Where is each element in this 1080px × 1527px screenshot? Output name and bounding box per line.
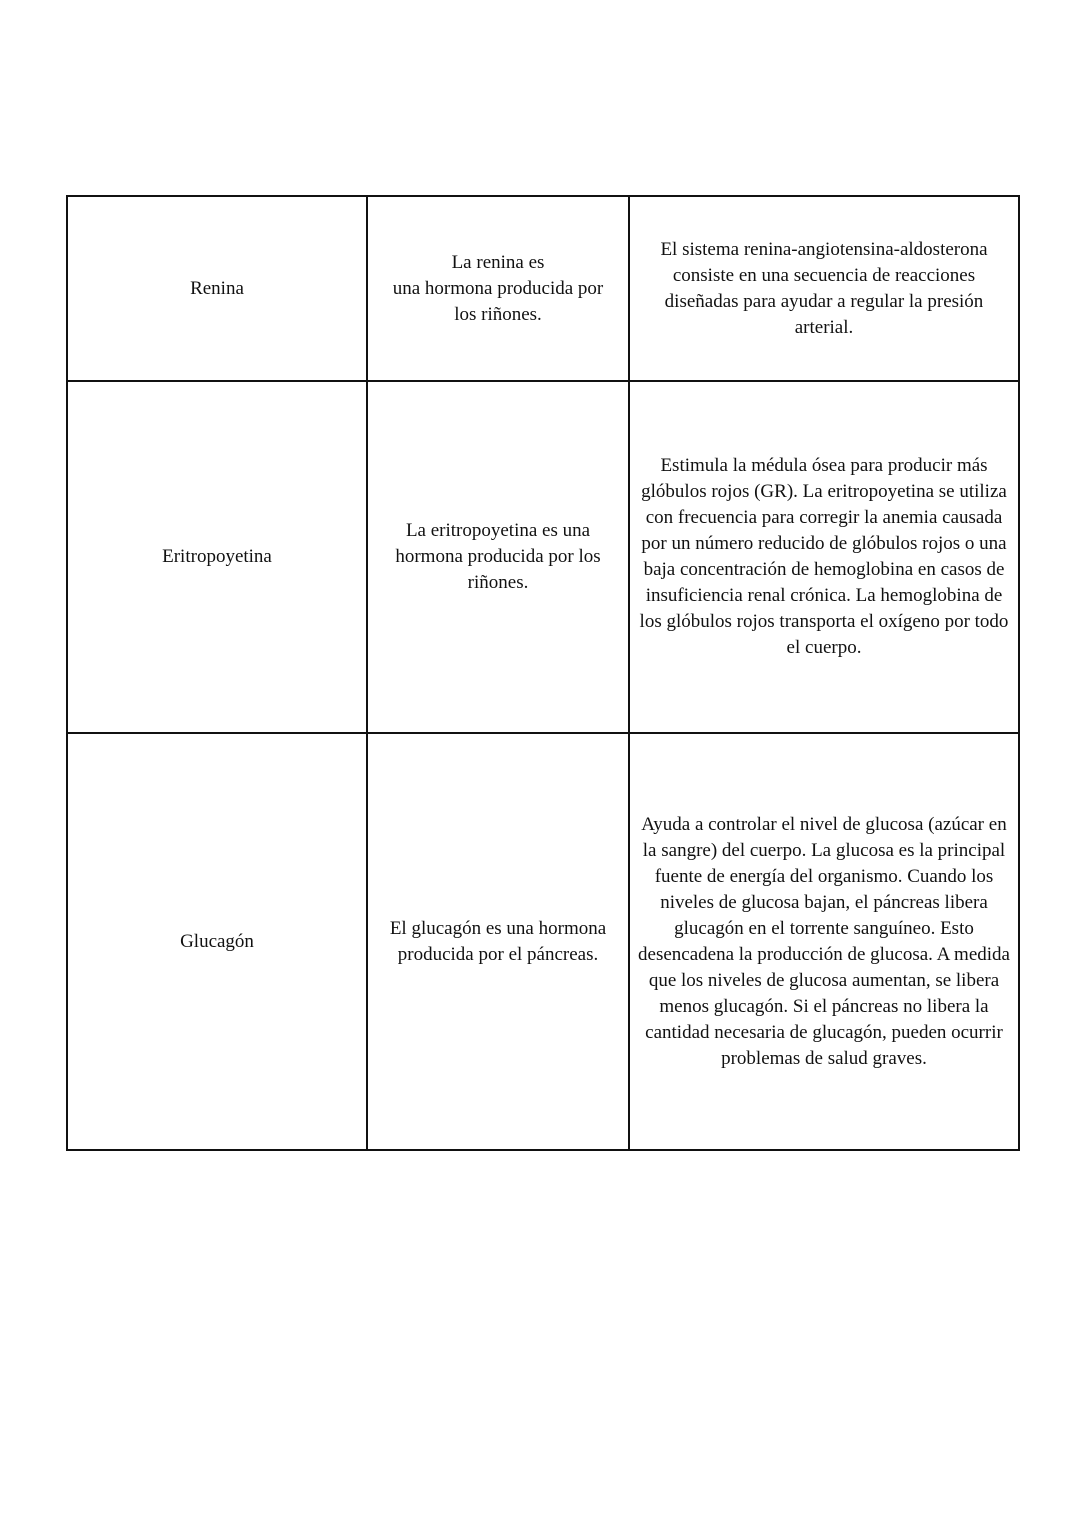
hormone-name: Renina [190,277,244,299]
definition-line: los riñones. [454,303,542,325]
hormone-definition: La eritropoyetina es una hormona producida por los riñones. [395,520,601,593]
hormone-name: Eritropoyetina [162,546,272,567]
definition-line: La renina es [451,251,545,273]
hormone-definition-cell [367,196,629,381]
hormone-name: Glucagón [180,930,254,952]
table-row-renina [67,196,1019,381]
hormone-description: El sistema renina-angiotensina-aldosterona consiste en una secuencia de reacciones diseñadas para ayudar a regular la presión arterial. [660,238,988,338]
hormone-description-cell [629,733,1019,1150]
table-row-eritropoyetina [67,381,1019,733]
hormones-table [66,195,1020,1151]
hormone-name-cell [67,381,367,733]
hormone-description-cell [629,381,1019,733]
hormone-definition-cell [367,733,629,1150]
hormone-description-cell [629,196,1019,381]
hormone-name-cell [67,733,367,1150]
hormone-name-cell [67,196,367,381]
hormone-definition-cell [367,381,629,733]
definition-line: una hormona producida por [392,277,604,299]
table-row-glucagon [67,733,1019,1150]
hormone-definition [374,250,622,328]
hormone-description: Ayuda a controlar el nivel de glucosa (azúcar en la sangre) del cuerpo. La glucosa es la principal fuente de energía del organismo. Cuando los niveles de glucosa bajan, el páncreas libera glucagón en el torrente sanguíneo. Esto desencadena la producción de glucosa. A medida que los niveles de glucosa aumentan, se libera menos glucagón. Si el páncreas no libera la cantidad necesaria de glucagón, pueden ocurrir problemas de salud graves. [638,813,1010,1069]
hormone-description: Estimula la médula ósea para producir más glóbulos rojos (GR). La eritropoyetina se utiliza con frecuencia para corregir la anemia causada por un número reducido de glóbulos rojos o una baja concentración de hemoglobina en casos de insuficiencia renal crónica. La hemoglobina de los glóbulos rojos transporta el oxígeno por todo el cuerpo. [639,455,1009,658]
hormone-definition: El glucagón es una hormona producida por el páncreas. [389,917,607,965]
